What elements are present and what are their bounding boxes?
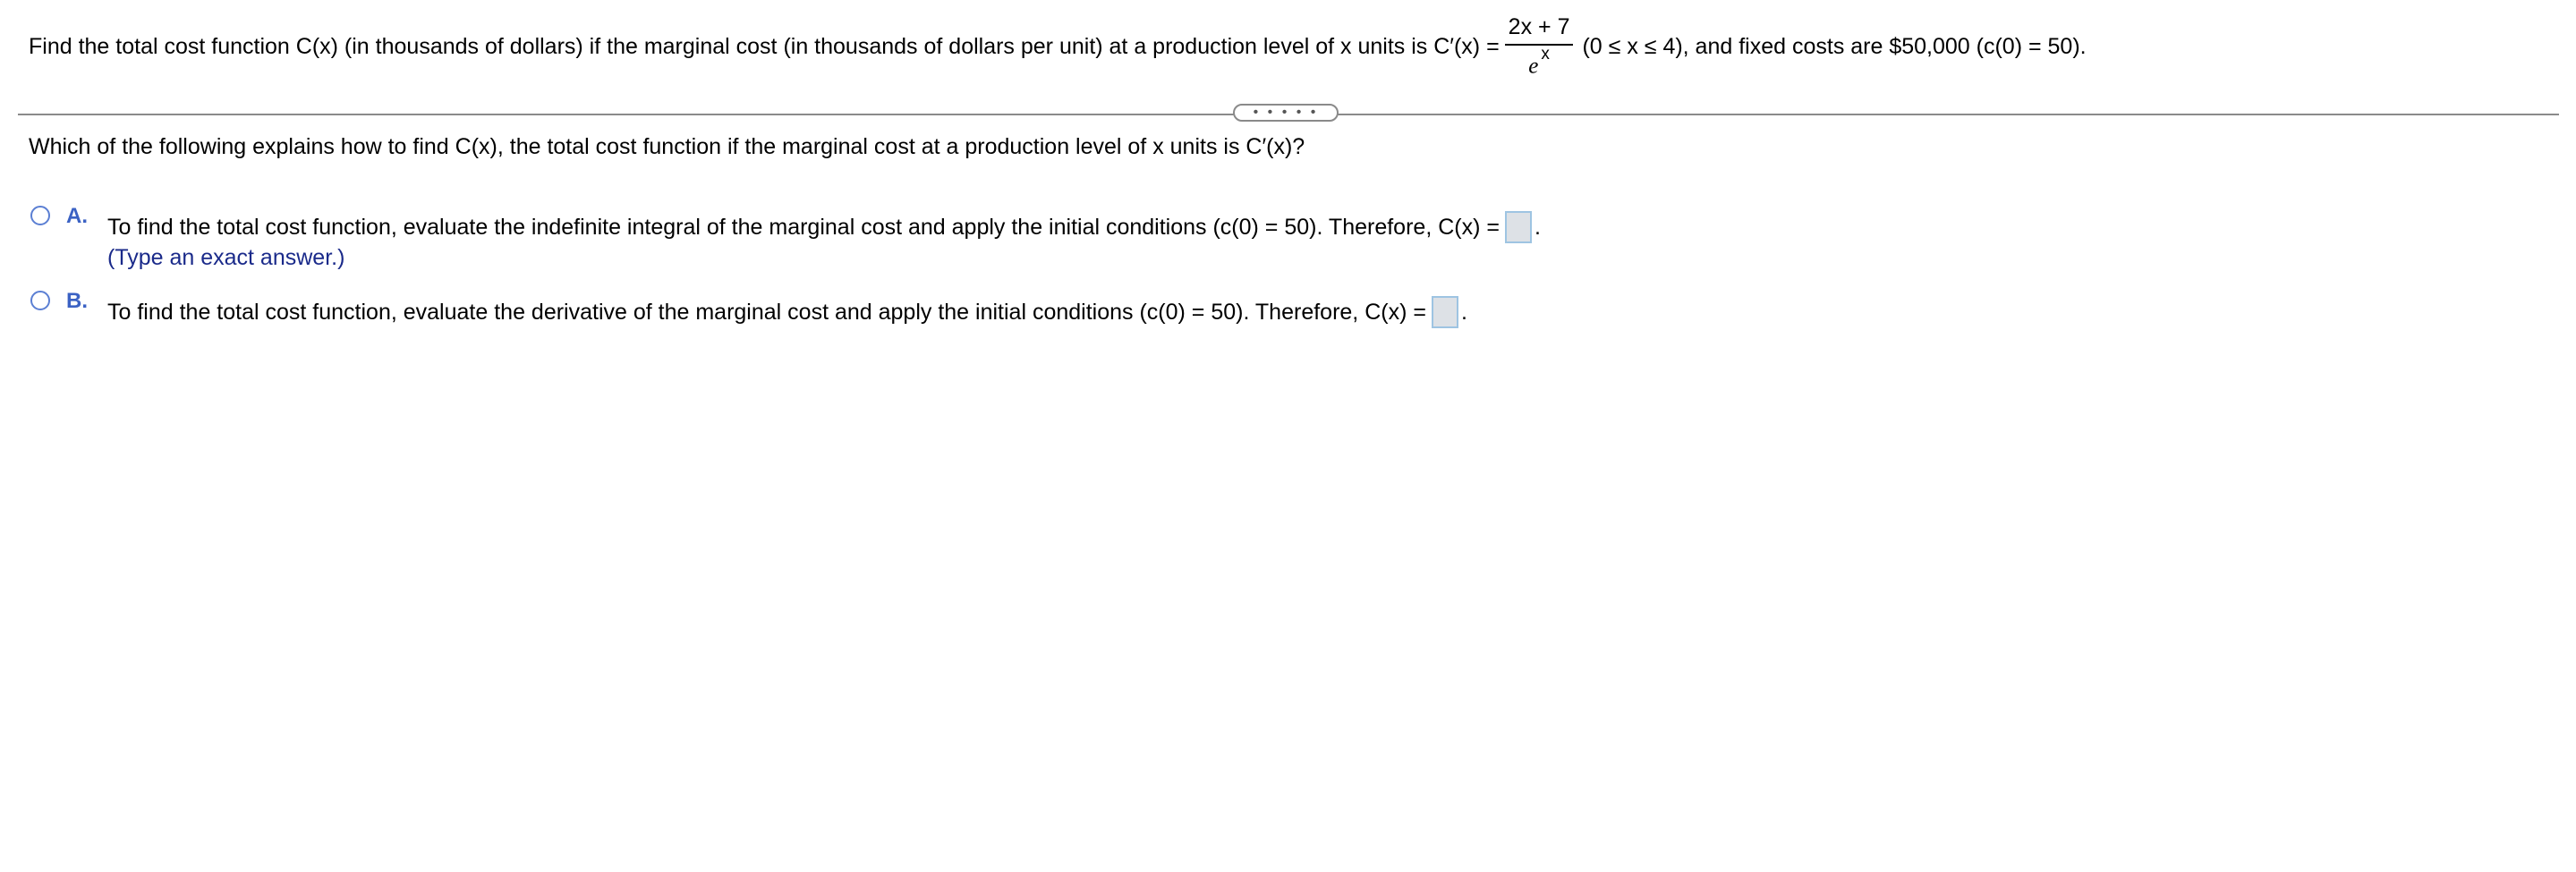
option-b-text-row [107,296,1467,328]
option-a-radio[interactable] [30,206,50,225]
fraction-numerator: 2x + 7 [1505,16,1574,46]
option-b-answer-box[interactable] [1432,296,1458,328]
problem-statement [29,16,2087,77]
problem-prefix: Find the total cost function C(x) (in thousands of dollars) if the marginal cost (in thousands of dollars per unit) at a production level of x units is C′(x) = [29,33,1500,59]
option-a-text: To find the total cost function, evaluate the indefinite integral of the marginal cost and apply the initial conditions (c(0) = 50). Therefore, C(x) = [107,214,1500,240]
denominator-exponent: x [1541,45,1550,63]
problem-suffix: (0 ≤ x ≤ 4), and fixed costs are $50,000 (c(0) = 50). [1582,33,2087,59]
fraction-denominator [1528,46,1550,77]
option-b-letter: B. [66,289,88,313]
question-text: Which of the following explains how to find C(x), the total cost function if the marginal cost at a production level of x units is C′(x)? [29,134,1305,159]
problem-line [29,16,2087,77]
marginal-cost-fraction [1505,16,1574,77]
option-b-text: To find the total cost function, evaluate the derivative of the marginal cost and apply the initial conditions (c(0) = 50). Therefore, C(x) = [107,299,1426,325]
option-a-period: . [1534,214,1541,240]
option-a-answer-box[interactable] [1505,211,1532,243]
expand-button[interactable]: • • • • • [1233,104,1339,122]
option-a-text-row [107,211,1541,243]
denominator-base: e [1528,54,1539,79]
option-b-period: . [1460,299,1467,325]
option-a-letter: A. [66,204,88,228]
option-a-hint: (Type an exact answer.) [107,245,345,270]
option-b-radio[interactable] [30,291,50,310]
